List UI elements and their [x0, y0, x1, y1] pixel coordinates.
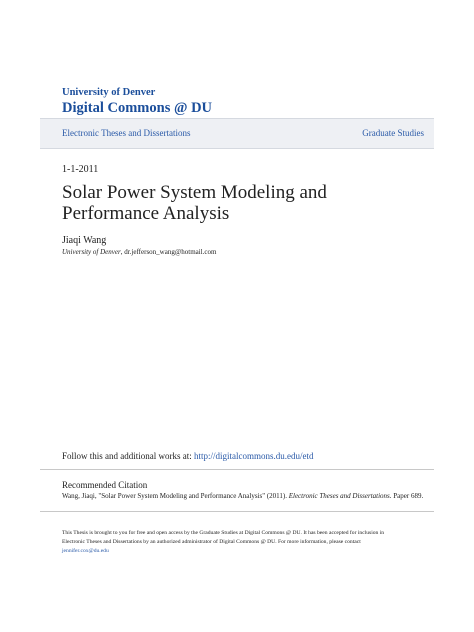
citation-heading: Recommended Citation	[62, 480, 148, 490]
citation-prefix: Wang, Jiaqi, "Solar Power System Modeling and Performance Analysis" (2011).	[62, 492, 289, 500]
affiliation-separator: ,	[120, 248, 125, 256]
publication-date: 1-1-2011	[62, 164, 99, 175]
access-notice-text: This Thesis is brought to you for free and open access by the Graduate Studies at Digital Commons @ DU. It has been accepted for inclusion in Electronic Theses and Dissertations by an authorized administrator of Digital Commons @ DU. For more information, please contact	[62, 530, 385, 545]
collection-link[interactable]: Electronic Theses and Dissertations	[62, 128, 191, 138]
access-notice	[62, 529, 407, 556]
author-affiliation	[62, 248, 216, 256]
citation-suffix: . Paper 689.	[389, 492, 424, 500]
repository-url-link[interactable]: http://digitalcommons.du.edu/etd	[194, 451, 314, 461]
university-name[interactable]: University of Denver	[62, 87, 156, 98]
author-email: dr.jefferson_wang@hotmail.com	[124, 248, 217, 256]
author-name: Jiaqi Wang	[62, 235, 107, 246]
citation-series: Electronic Theses and Dissertations	[288, 492, 390, 500]
affiliation-institution: University of Denver	[62, 248, 121, 256]
repository-brand[interactable]	[62, 86, 212, 117]
document-title: Solar Power System Modeling and Performance Analysis	[62, 182, 327, 224]
collection-band	[40, 118, 434, 149]
repository-name[interactable]: Digital Commons @ DU	[62, 100, 213, 116]
contact-email-link[interactable]: jennifer.cox@du.edu	[62, 548, 109, 554]
follow-prefix: Follow this and additional works at:	[62, 451, 194, 461]
divider-bottom	[40, 511, 434, 512]
follow-line	[62, 451, 314, 461]
citation-text	[62, 492, 423, 500]
department-link[interactable]: Graduate Studies	[362, 128, 424, 138]
divider-top	[40, 469, 434, 470]
